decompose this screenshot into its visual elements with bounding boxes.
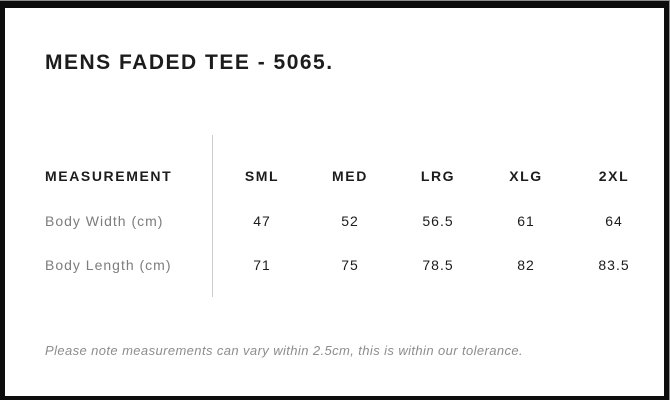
size-column-header-med: MED [332,168,368,184]
row-values [218,213,658,229]
value-cell: 61 [517,213,535,229]
value-cell: 78.5 [422,257,454,273]
size-column-header-2xl: 2XL [598,168,630,184]
row-label: Body Width (cm) [45,213,164,229]
measurement-column-header: MEASUREMENT [45,168,173,184]
value-cell: 71 [253,257,271,273]
value-cell: 82 [517,257,535,273]
size-column-header-sml: SML [244,168,280,184]
table-row-body-width [45,212,658,230]
top-edge-line [0,0,670,1]
value-cell: 83.5 [598,257,630,273]
table-row-body-length [45,256,658,274]
value-cell: 52 [341,213,359,229]
table-header-row [45,167,658,185]
value-cell: 64 [605,213,623,229]
value-cell: 47 [253,213,271,229]
size-header-cells [218,168,658,184]
page-title: MENS FADED TEE - 5065. [45,51,334,74]
size-column-header-lrg: LRG [420,168,456,184]
row-label: Body Length (cm) [45,257,172,273]
row-values [218,257,658,273]
value-cell: 56.5 [422,213,454,229]
value-cell: 75 [341,257,359,273]
size-column-header-xlg: XLG [509,168,543,184]
tolerance-note: Please note measurements can vary within 2.5cm, this is within our tolerance. [45,343,524,358]
